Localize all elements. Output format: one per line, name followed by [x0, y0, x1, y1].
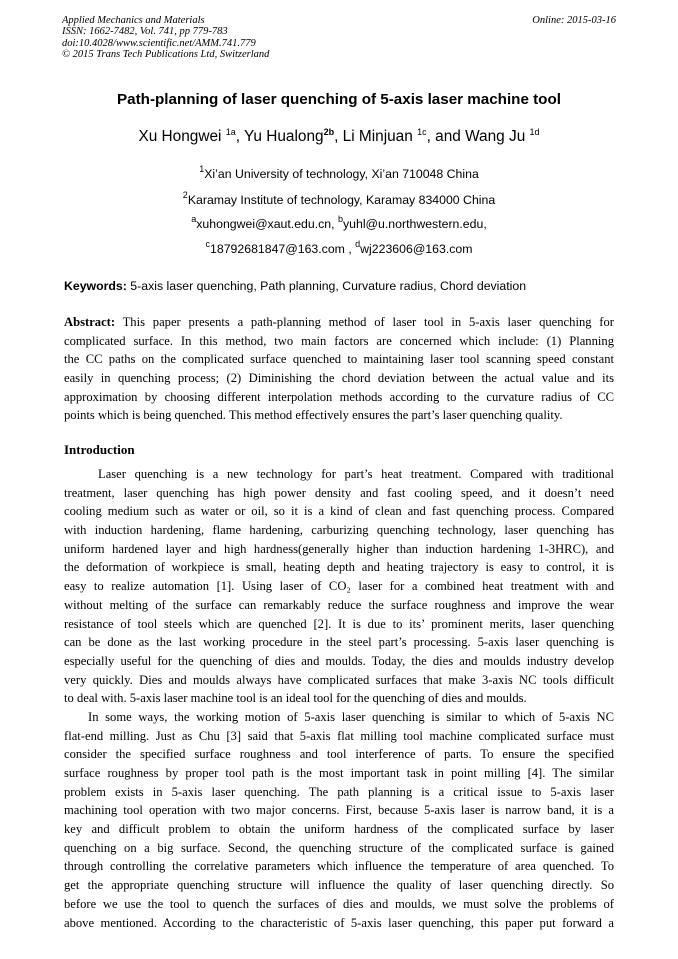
author-sup: 1a	[225, 127, 236, 137]
author-sup: 1c	[417, 127, 427, 137]
intro-line: the deformation of workpiece is small, heating depth and heating trajectory is easy to control, it is	[64, 560, 614, 575]
abstract-line: Abstract: This paper presents a path-planning method of laser tool in 5-axis laser quenching for	[64, 315, 614, 329]
author-name: , and Wang Ju	[426, 128, 530, 145]
paper-title: Path-planning of laser quenching of 5-axis laser machine tool	[117, 91, 561, 108]
intro-line: above mentioned. According to the characteristic of 5-axis laser quenching, this paper put forward a	[64, 915, 614, 930]
introduction-body	[64, 465, 614, 932]
intro-line: problem exists in 5-axis laser quenching. The path planning is a critical issue to 5-axis laser	[64, 784, 614, 799]
email-line-2	[0, 239, 678, 256]
keywords	[64, 279, 526, 293]
journal-header	[62, 15, 269, 60]
email-sup: d	[355, 239, 361, 249]
email-address: wj223606@163.com	[360, 242, 473, 256]
author-sup: 1d	[529, 127, 540, 137]
affiliation-sup: 1	[199, 164, 205, 174]
copyright-line: © 2015 Trans Tech Publications Ltd, Switzerland	[62, 48, 270, 60]
intro-line: especially useful for the quenching of dies and moulds. Today, the dies and moulds industry develop	[64, 653, 614, 668]
intro-line: very quickly. Dies and moulds always have complicated surfaces that make 3-axis NC tools difficult	[64, 672, 614, 687]
intro-line: Laser quenching is a new technology for part’s heat treatment. Compared with traditional	[98, 467, 614, 481]
intro-line: surface roughness by proper tool path is the most important task in point milling [4]. The similar	[64, 766, 614, 780]
intro-line: key and difficult problem to obtain the uniform hardness of the complicated surface by laser	[64, 822, 614, 837]
email-sup: b	[337, 214, 343, 224]
email-address: xuhongwei@xaut.edu.cn,	[196, 217, 338, 231]
abstract-label: Abstract:	[64, 315, 116, 329]
intro-line: cooling medium such as water or oil, so it is a kind of clean and fast quenching process. Compared	[64, 504, 614, 519]
email-sup: a	[191, 214, 197, 224]
abstract-line: easily in quenching process; (2) Diminishing the chord deviation between the actual value and its	[64, 371, 614, 386]
keywords-label: Keywords:	[64, 279, 127, 293]
intro-line: In some ways, the working motion of 5-axis laser quenching is similar to which of 5-axis NC	[88, 709, 614, 724]
keywords-text: 5-axis laser quenching, Path planning, Curvature radius, Chord deviation	[126, 279, 527, 293]
abstract-line: points which is being quenched. This method effectively ensures the part’s laser quenching quality.	[64, 408, 563, 423]
intro-line: without melting of the surface can remarkably reduce the surface roughness and improve the wear	[64, 597, 614, 612]
intro-line: can be done as the last working procedure in the steel part’s processing. 5-axis laser quenching is	[64, 635, 614, 650]
section-heading: Introduction	[64, 442, 135, 457]
abstract	[64, 313, 614, 425]
online-date: Online: 2015-03-16	[532, 15, 616, 26]
abstract-line: approximation by choosing different interpolation methods according to the curvature radius of CC	[64, 389, 614, 404]
author-name: , Li Minjuan	[334, 128, 418, 145]
intro-line: resistance of tool steels which are quenched [2]. It is due to its’ prominent merits, laser quenching	[64, 616, 614, 631]
affiliation-text: Xi’an University of technology, Xi’an 710048 China	[204, 167, 479, 181]
intro-line: treatment, laser quenching has high power density and fast cooling speed, and it doesn’t need	[64, 485, 614, 500]
affiliation-1	[0, 164, 678, 181]
intro-line: before we use the tool to quench the surfaces of dies and moulds, we must solve the problems of	[64, 896, 614, 911]
issn-line: ISSN: 1662-7482, Vol. 741, pp 779-783	[62, 26, 228, 38]
author-name: Xu Hongwei	[138, 128, 226, 145]
affiliation-2	[0, 190, 678, 207]
abstract-line: complicated surface. In this method, two main factors are concerned which include: (1) Planning	[64, 333, 614, 348]
author-name: , Yu Hualong	[235, 128, 324, 145]
intro-line: machining tool operation with two major concerns. First, because 5-axis laser is narrow band, it is a	[64, 803, 614, 818]
author-sup: 2b	[323, 127, 335, 137]
email-address: 18792681847@163.com ,	[210, 242, 356, 256]
intro-line: get the appropriate quenching structure will influence the quality of laser quenching directly. So	[64, 878, 614, 893]
affiliation-text: Karamay Institute of technology, Karamay 834000 China	[187, 193, 496, 207]
affiliation-sup: 2	[182, 190, 188, 200]
email-line-1	[0, 214, 678, 231]
author-list	[0, 128, 678, 146]
intro-line: quenching on a big surface. Second, the quenching structure of the complicated surface is gained	[64, 840, 614, 855]
intro-line: uniform hardened layer and high hardness(generally higher than induction hardening 1-3HRC), and	[64, 541, 614, 556]
intro-line: with induction hardening, flame hardening, carburizing quenching technology, laser quenching has	[64, 523, 614, 538]
intro-line: easy to realize automation [1]. Using laser of CO₂ laser for a combined heat treatment with and	[64, 579, 614, 594]
journal-name: Applied Mechanics and Materials	[62, 15, 205, 26]
intro-line: to deal with. 5-axis laser machine tool is an ideal tool for the quenching of dies and moulds.	[64, 691, 527, 706]
intro-line: flat-end milling. Just as Chu [3] said that 5-axis flat milling tool machine complicated surface must	[64, 728, 614, 743]
email-sup: c	[205, 239, 211, 249]
intro-line: consider the specified surface roughness and tool interference of parts. To ensure the specified	[64, 747, 614, 762]
intro-line: through controlling the correlative parameters which influence the temperature of area quenched. To	[64, 859, 614, 874]
abstract-line: the CC paths on the complicated surface quenched to maintaining laser tool scanning speed constant	[64, 352, 614, 367]
email-address: yuhl@u.northwestern.edu,	[343, 217, 487, 231]
doi-line: doi:10.4028/www.scientific.net/AMM.741.779	[62, 37, 256, 49]
